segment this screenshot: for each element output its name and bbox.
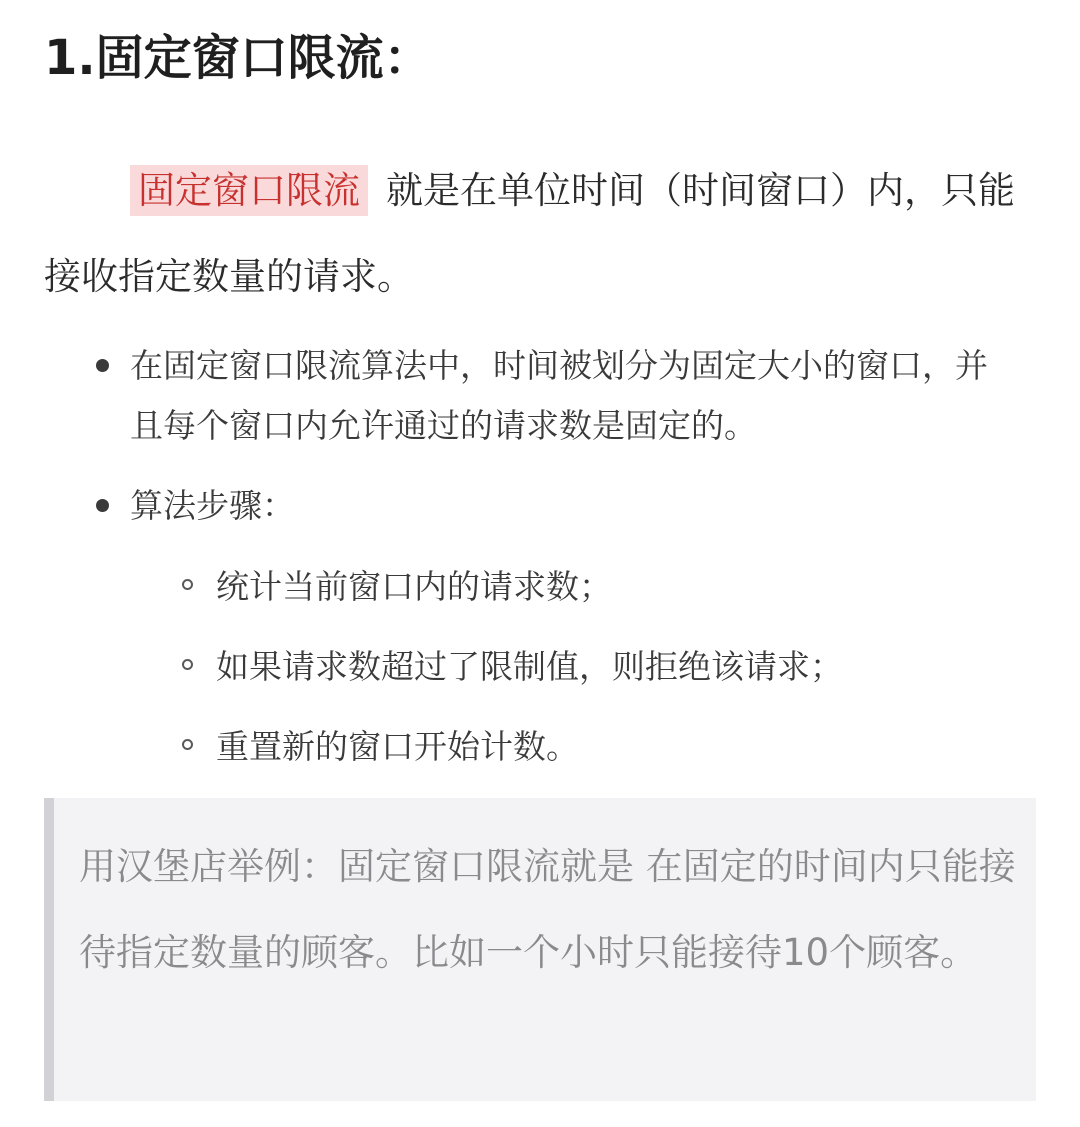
bullet-dot-icon: [96, 499, 109, 512]
sub-list-item-text: 如果请求数超过了限制值，则拒绝该请求；: [216, 647, 843, 686]
list-item-text: 在固定窗口限流算法中，时间被划分为固定大小的窗口，并且每个窗口内允许通过的请求数是固定的。: [130, 346, 988, 445]
bullet-circle-icon: [182, 739, 193, 750]
list-item: [130, 336, 1010, 456]
bullet-circle-icon: [182, 579, 193, 590]
sub-list-item-text: 统计当前窗口内的请求数；: [216, 567, 612, 606]
blockquote: [44, 798, 1036, 1101]
intro-text: 就是在单位时间（时间窗口）内，只能接收指定数量的请求。: [44, 169, 1015, 298]
bullet-dot-icon: [96, 359, 109, 372]
highlighted-term: 固定窗口限流: [130, 165, 368, 216]
section-heading: 1.固定窗口限流：: [44, 30, 432, 86]
bullet-circle-icon: [182, 659, 193, 670]
sub-list-item: [216, 717, 1016, 777]
blockquote-text: 用汉堡店举例：固定窗口限流就是 在固定的时间内只能接待指定数量的顾客。比如一个小时只能接待10个顾客。: [79, 845, 1016, 974]
list-item: [130, 476, 1010, 536]
sub-list-item: [216, 557, 1016, 617]
sub-list-item-text: 重置新的窗口开始计数。: [216, 727, 579, 766]
sub-list-item: [216, 637, 1016, 697]
list-item-text: 算法步骤：: [130, 486, 295, 525]
